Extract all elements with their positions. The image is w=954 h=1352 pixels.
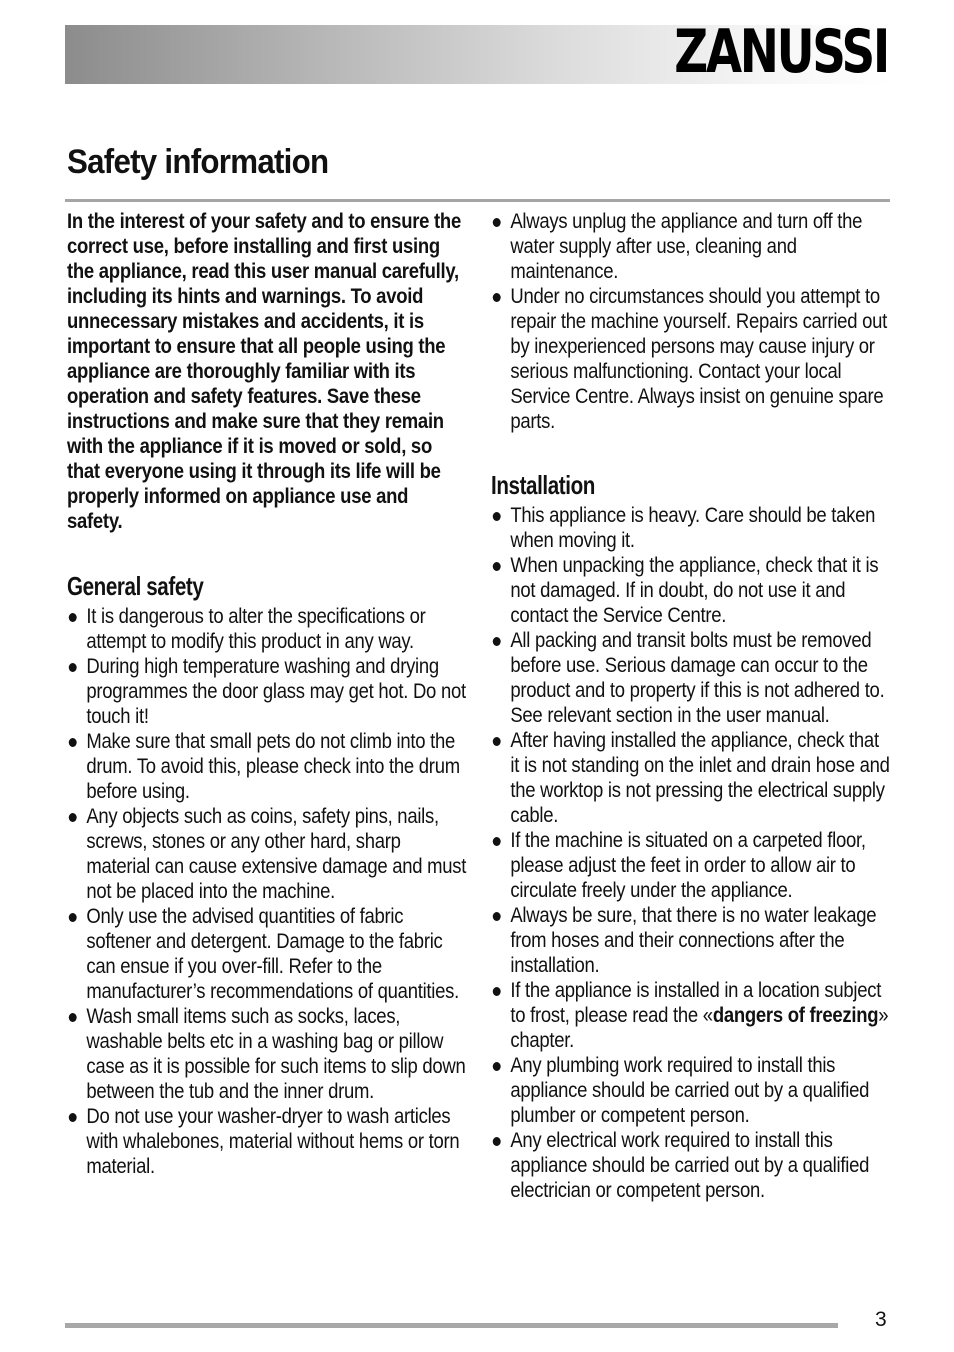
bullet-icon [493,1137,501,1146]
bullet-icon [69,663,77,672]
list-item: After having installed the appliance, check that it is not standing on the inlet and drain hose and the worktop is not pressing the electrical supply cable. [491,728,891,828]
right-column-text [491,209,891,1203]
bullet-icon [493,562,501,571]
footer-divider [65,1323,838,1328]
list-item: During high temperature washing and drying programmes the door glass may get hot. Do not touch it! [67,654,467,729]
general-safety-heading: General safety [67,571,204,601]
list-item: If the machine is situated on a carpeted floor, please adjust the feet in order to allow air to circulate freely under the appliance. [491,828,891,903]
freezing-chapter-reference: dangers of freezing [712,1004,879,1027]
page-number: 3 [875,1308,887,1331]
list-item: Only use the advised quantities of fabric softener and detergent. Damage to the fabric can ensue if you over-fill. Refer to the manufacturer’s recommendations of quantities. [67,904,467,1004]
list-item: Make sure that small pets do not climb into the drum. To avoid this, please check into the drum before using. [67,729,467,804]
list-item: This appliance is heavy. Care should be taken when moving it. [491,503,891,553]
intro-paragraph: In the interest of your safety and to ensure the correct use, before installing and first using the appliance, read this user manual carefully, including its hints and warnings. To avoid unnecessary mistakes and accidents, it is important to ensure that all people using the appliance are thoroughly familiar with its operation and safety features. Save these instructions and make sure that they remain with the appliance if it is moved or sold, so that everyone using it through its life will be properly informed on appliance use and safety. [67,210,461,533]
list-item: All packing and transit bolts must be removed before use. Serious damage can occur to the product and to property if this is not adhered to. See relevant section in the user manual. [491,628,891,728]
general-safety-list [67,604,467,1179]
bullet-icon [493,218,501,227]
list-item: When unpacking the appliance, check that it is not damaged. If in doubt, do not use it and contact the Service Centre. [491,553,891,628]
list-item: Any plumbing work required to install this appliance should be carried out by a qualified plumber or competent person. [491,1053,891,1128]
right-column [491,209,891,1203]
bullet-icon [69,913,77,922]
list-item: Under no circumstances should you attempt to repair the machine yourself. Repairs carried out by inexperienced persons may cause injury or serious malfunctioning. Contact your local Service Centre. Always insist on genuine spare parts. [491,284,891,434]
list-item: If the appliance is installed in a location subject to frost, please read the «dangers of freezing» chapter. [491,978,891,1053]
zanussi-logo: ZANUSSI [674,17,888,87]
list-item: Always unplug the appliance and turn off the water supply after use, cleaning and maintenance. [491,209,891,284]
bullet-icon [493,637,501,646]
bullet-icon [493,837,501,846]
list-item: Any electrical work required to install this appliance should be carried out by a qualified electrician or competent person. [491,1128,891,1203]
list-item: It is dangerous to alter the specifications or attempt to modify this product in any way. [67,604,467,654]
list-item: Any objects such as coins, safety pins, nails, screws, stones or any other hard, sharp material can cause extensive damage and must not be placed into the machine. [67,804,467,904]
title-divider [65,199,890,202]
list-item: Wash small items such as socks, laces, washable belts etc in a washing bag or pillow case as it is possible for such items to slip down between the tub and the inner drum. [67,1004,467,1104]
installation-heading: Installation [491,470,595,500]
left-column-text [67,209,467,1179]
bullet-icon [493,912,501,921]
left-column [67,209,467,1179]
bullet-icon [493,1062,501,1071]
installation-list [491,503,891,1203]
bullet-icon [493,293,501,302]
usage-safety-list [491,209,891,434]
bullet-icon [69,813,77,822]
bullet-icon [69,1113,77,1122]
page-title: Safety information [67,143,329,181]
bullet-icon [493,987,501,996]
bullet-icon [493,512,501,521]
bullet-icon [69,738,77,747]
list-item: Do not use your washer-dryer to wash articles with whalebones, material without hems or torn material. [67,1104,467,1179]
bullet-icon [69,1013,77,1022]
bullet-icon [69,613,77,622]
list-item: Always be sure, that there is no water leakage from hoses and their connections after the installation. [491,903,891,978]
bullet-icon [493,737,501,746]
